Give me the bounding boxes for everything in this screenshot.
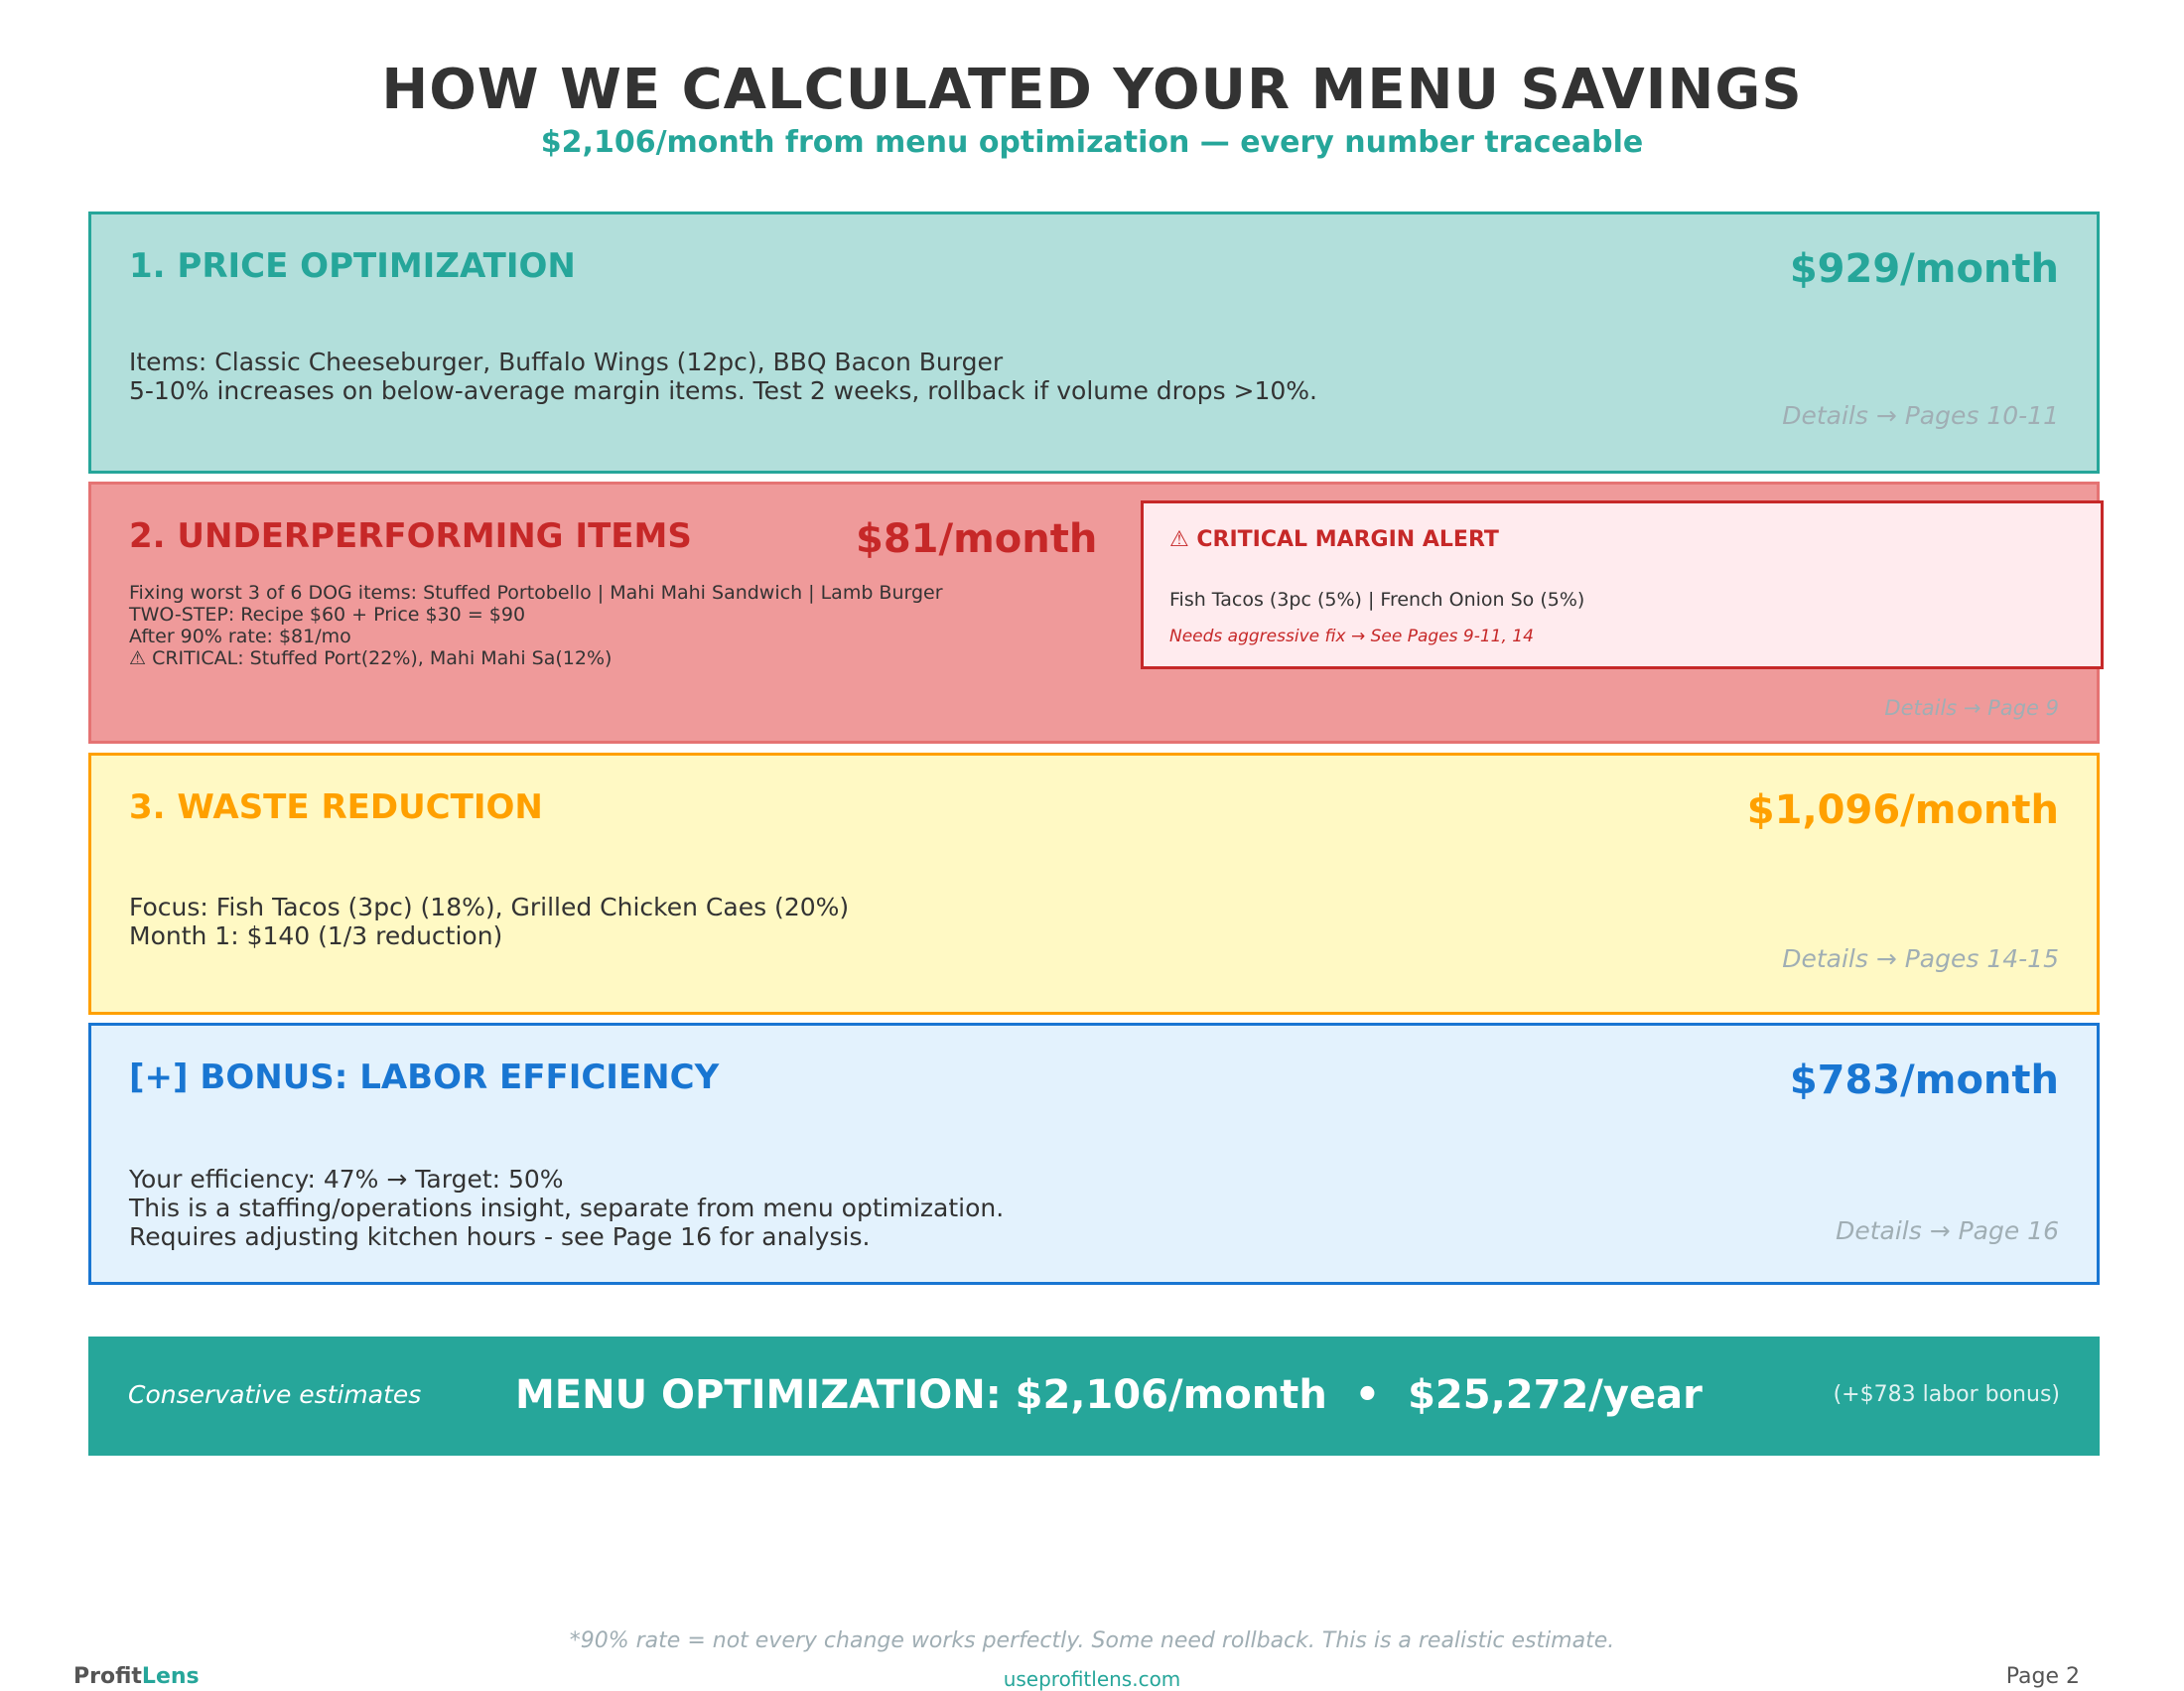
under-card-line-1: Fixing worst 3 of 6 DOG items: Stuffed Portobello | Mahi Mahi Sandwich | Lamb Burger bbox=[129, 582, 943, 604]
alert-title: ⚠ CRITICAL MARGIN ALERT bbox=[1169, 527, 1499, 552]
alert-note-link[interactable]: Needs aggressive fix → See Pages 9-11, 14 bbox=[1169, 627, 1534, 646]
labor-card-line-2: This is a staffing/operations insight, separate from menu optimization. bbox=[129, 1194, 1005, 1222]
price-card-details-link[interactable]: Details → Pages 10-11 bbox=[1782, 401, 2059, 430]
under-card-details-link[interactable]: Details → Page 9 bbox=[1884, 696, 2059, 720]
waste-card-details-link[interactable]: Details → Pages 14-15 bbox=[1782, 944, 2059, 973]
critical-margin-alert bbox=[1141, 500, 2104, 669]
price-optimization-card bbox=[88, 211, 2100, 474]
labor-card-title: [+] BONUS: LABOR EFFICIENCY bbox=[129, 1057, 720, 1097]
labor-card-details-link[interactable]: Details → Page 16 bbox=[1836, 1216, 2059, 1245]
price-card-amount: $929/month bbox=[1789, 246, 2059, 292]
page-subtitle: $2,106/month from menu optimization — every number traceable bbox=[540, 125, 1644, 160]
under-card-title: 2. UNDERPERFORMING ITEMS bbox=[129, 516, 692, 556]
page-title: HOW WE CALCULATED YOUR MENU SAVINGS bbox=[381, 58, 1803, 122]
website-link[interactable]: useprofitlens.com bbox=[1003, 1667, 1181, 1691]
under-card-line-2: TWO-STEP: Recipe $60 + Price $30 = $90 bbox=[129, 604, 526, 626]
waste-card-amount: $1,096/month bbox=[1746, 787, 2059, 833]
waste-card-body bbox=[129, 893, 849, 950]
waste-card-title: 3. WASTE REDUCTION bbox=[129, 787, 543, 827]
summary-bar bbox=[88, 1337, 2100, 1456]
waste-reduction-card bbox=[88, 753, 2100, 1015]
under-card-line-4: ⚠ CRITICAL: Stuffed Port(22%), Mahi Mahi Sa(12%) bbox=[129, 647, 613, 669]
price-card-line-2: 5-10% increases on below-average margin items. Test 2 weeks, rollback if volume drops >10%. bbox=[129, 376, 1317, 405]
alert-items: Fish Tacos (3pc (5%) | French Onion So (5%) bbox=[1169, 589, 1585, 611]
price-card-title: 1. PRICE OPTIMIZATION bbox=[129, 246, 576, 286]
summary-labor-bonus: (+$783 labor bonus) bbox=[1833, 1382, 2060, 1407]
footnote: *90% rate = not every change works perfectly. Some need rollback. This is a realistic estimate. bbox=[569, 1628, 1615, 1653]
underperforming-items-card bbox=[88, 482, 2100, 744]
summary-note: Conservative estimates bbox=[128, 1380, 422, 1409]
under-card-amount: $81/month bbox=[856, 516, 1098, 562]
logo-part-profit: Profit bbox=[73, 1664, 142, 1689]
waste-card-line-2: Month 1: $140 (1/3 reduction) bbox=[129, 921, 503, 950]
labor-card-amount: $783/month bbox=[1789, 1057, 2059, 1103]
labor-card-body bbox=[129, 1165, 1004, 1251]
summary-total: MENU OPTIMIZATION: $2,106/month • $25,272/year bbox=[515, 1372, 1703, 1418]
logo-part-lens: Lens bbox=[141, 1664, 200, 1689]
price-card-body bbox=[129, 348, 1317, 405]
price-card-line-1: Items: Classic Cheeseburger, Buffalo Wings (12pc), BBQ Bacon Burger bbox=[129, 348, 1004, 376]
waste-card-line-1: Focus: Fish Tacos (3pc) (18%), Grilled Chicken Caes (20%) bbox=[129, 893, 850, 921]
labor-efficiency-card bbox=[88, 1023, 2100, 1285]
labor-card-line-1: Your efficiency: 47% → Target: 50% bbox=[129, 1165, 564, 1194]
labor-card-line-3: Requires adjusting kitchen hours - see Page 16 for analysis. bbox=[129, 1222, 871, 1251]
under-card-body bbox=[129, 582, 943, 669]
under-card-line-3: After 90% rate: $81/mo bbox=[129, 626, 351, 647]
page-number: Page 2 bbox=[2005, 1664, 2080, 1689]
